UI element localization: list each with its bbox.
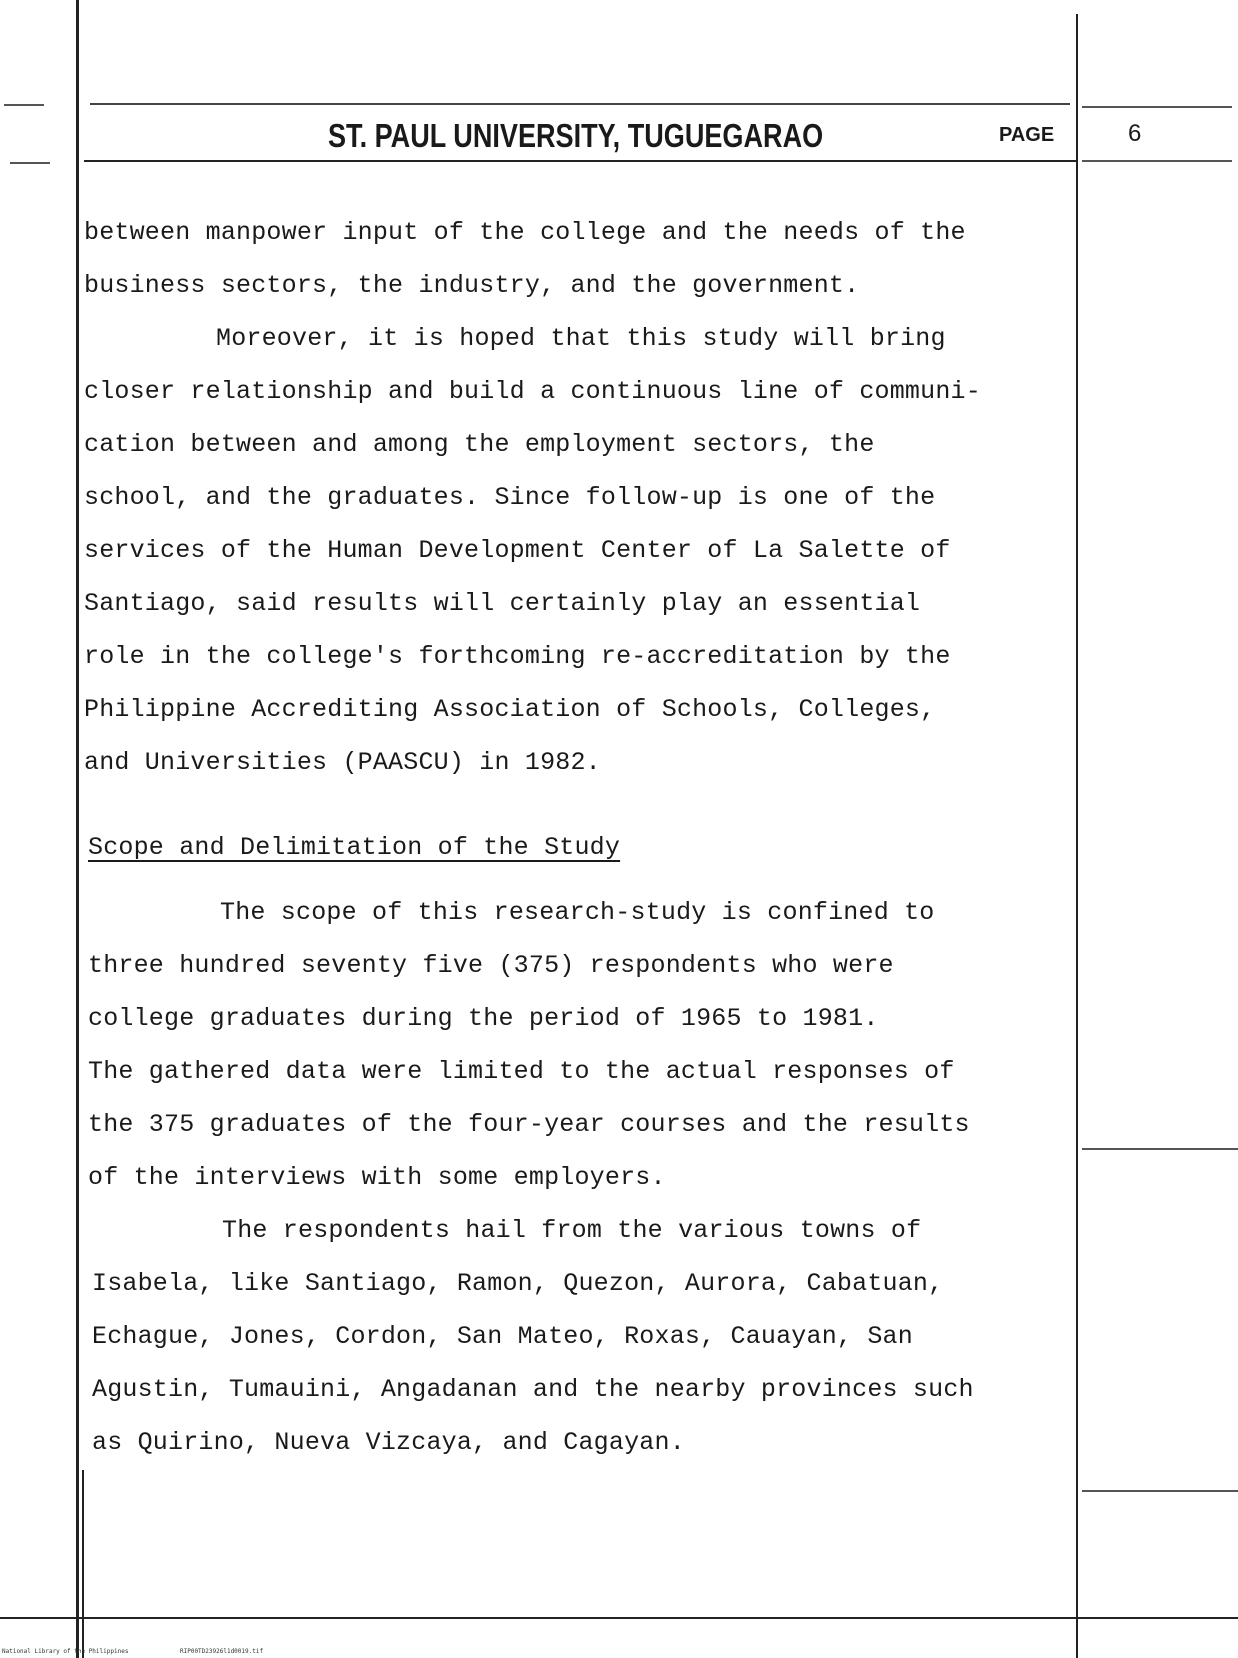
text-line: Agustin, Tumauini, Angadanan and the nearby provinces such <box>92 1375 974 1404</box>
text-line: business sectors, the industry, and the government. <box>84 271 860 300</box>
file-id: RIP00TD23926l1d0019.tif <box>180 1648 264 1655</box>
text-line: of the interviews with some employers. <box>88 1163 666 1192</box>
header-rule-top <box>90 103 1070 105</box>
text-line: services of the Human Development Center of La Salette of <box>84 536 951 565</box>
text-line: Moreover, it is hoped that this study will bring <box>216 324 946 353</box>
text-line: closer relationship and build a continuous line of communi- <box>84 377 981 406</box>
text-line: role in the college's forthcoming re-accreditation by the <box>84 642 951 671</box>
text-line: three hundred seventy five (375) respondents who were <box>88 951 894 980</box>
text-line: and Universities (PAASCU) in 1982. <box>84 748 601 777</box>
margin-tick <box>1082 1490 1238 1492</box>
footer-rule <box>0 1617 1238 1619</box>
margin-tick <box>1082 160 1232 162</box>
margin-rule-left-secondary <box>82 1470 84 1658</box>
margin-tick <box>10 162 50 164</box>
text-line: Isabela, like Santiago, Ramon, Quezon, Aurora, Cabatuan, <box>92 1269 944 1298</box>
margin-tick <box>1082 106 1232 108</box>
header-rule-bottom <box>84 160 1076 162</box>
text-line: as Quirino, Nueva Vizcaya, and Cagayan. <box>92 1428 685 1457</box>
margin-tick <box>4 104 44 106</box>
text-line: the 375 graduates of the four-year courses and the results <box>88 1110 970 1139</box>
text-line: between manpower input of the college and the needs of the <box>84 218 966 247</box>
margin-rule-left <box>76 0 79 1658</box>
library-note: National Library of the Philippines <box>2 1648 129 1655</box>
text-line: cation between and among the employment sectors, the <box>84 430 875 459</box>
text-line: Santiago, said results will certainly play an essential <box>84 589 921 618</box>
page-label: PAGE <box>999 124 1055 146</box>
text-line: The respondents hail from the various towns of <box>222 1216 922 1245</box>
text-line: school, and the graduates. Since follow-up is one of the <box>84 483 936 512</box>
text-line: The gathered data were limited to the actual responses of <box>88 1057 955 1086</box>
page-number: 6 <box>1128 120 1142 147</box>
text-line: Echague, Jones, Cordon, San Mateo, Roxas, Cauayan, San <box>92 1322 913 1351</box>
text-line: college graduates during the period of 1965 to 1981. <box>88 1004 879 1033</box>
section-heading: Scope and Delimitation of the Study <box>88 833 621 862</box>
text-line: The scope of this research-study is confined to <box>220 898 935 927</box>
page-header-title: ST. PAUL UNIVERSITY, TUGUEGARAO <box>328 117 824 154</box>
margin-rule-right <box>1076 14 1078 1658</box>
margin-tick <box>1082 1148 1238 1150</box>
text-line: Philippine Accrediting Association of Schools, Colleges, <box>84 695 936 724</box>
